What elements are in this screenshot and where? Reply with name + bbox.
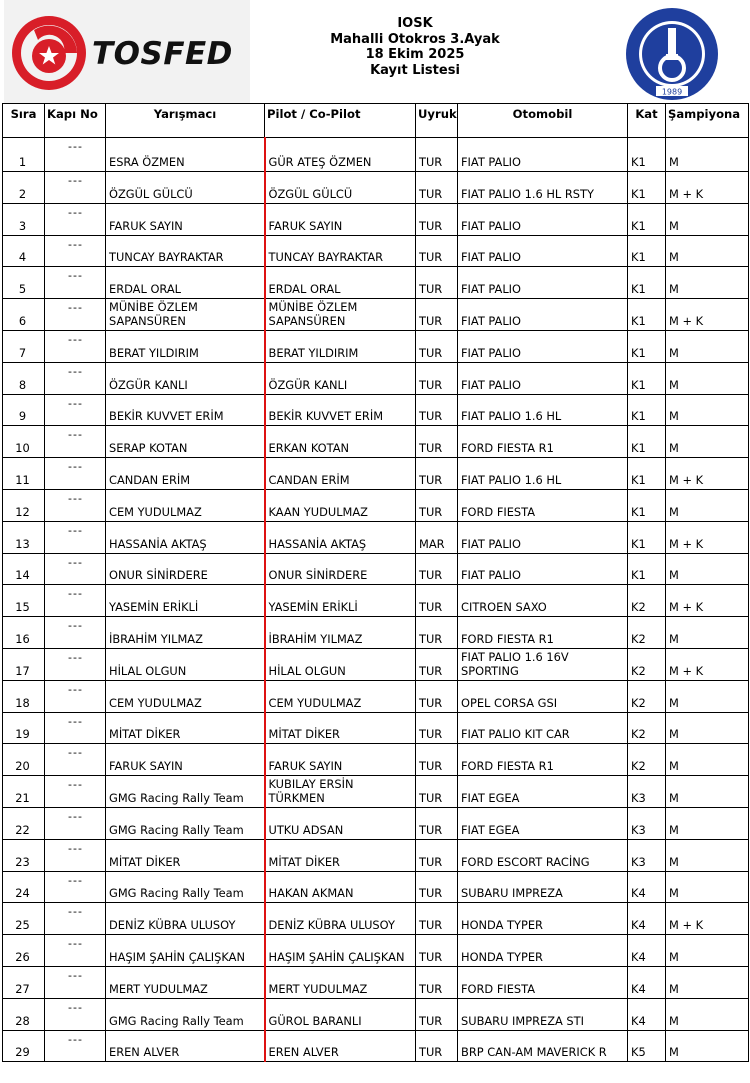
cell-yarismaci: FARUK SAYIN [106, 203, 265, 235]
cell-kat: K1 [628, 267, 666, 299]
cell-sira: 26 [3, 935, 45, 967]
cell-uyruk: TUR [416, 776, 458, 808]
cell-otomobil: FIAT PALIO [458, 553, 628, 585]
cell-otomobil: SUBARU IMPREZA [458, 871, 628, 903]
table-row [3, 839, 749, 871]
cell-sira: 11 [3, 458, 45, 490]
title-line-2: Mahalli Otokros 3.Ayak [330, 31, 500, 47]
table-row [3, 489, 749, 521]
cell-yarismaci: ERDAL ORAL [106, 267, 265, 299]
cell-otomobil: FIAT PALIO [458, 330, 628, 362]
cell-otomobil: FIAT PALIO [458, 299, 628, 331]
cell-sira: 7 [3, 330, 45, 362]
cell-pilot: HASSANİA AKTAŞ [265, 521, 416, 553]
cell-otomobil: OPEL CORSA GSI [458, 680, 628, 712]
cell-yarismaci: GMG Racing Rally Team [106, 776, 265, 808]
cell-sampiyona: M [666, 235, 749, 267]
cell-yarismaci: ÖZGÜL GÜLCÜ [106, 172, 265, 204]
cell-kat: K1 [628, 394, 666, 426]
cell-otomobil: FORD ESCORT RACİNG [458, 839, 628, 871]
cell-kat: K1 [628, 138, 666, 172]
cell-uyruk: TUR [416, 935, 458, 967]
cell-sampiyona: M + K [666, 172, 749, 204]
cell-yarismaci: MÜNİBE ÖZLEM SAPANSÜREN [106, 299, 265, 331]
cell-sampiyona: M + K [666, 903, 749, 935]
cell-sira: 6 [3, 299, 45, 331]
cell-sira: 12 [3, 489, 45, 521]
cell-yarismaci: YASEMİN ERİKLİ [106, 585, 265, 617]
cell-sampiyona: M [666, 871, 749, 903]
cell-sampiyona: M + K [666, 585, 749, 617]
table-row [3, 458, 749, 490]
cell-sampiyona: M + K [666, 648, 749, 680]
cell-kapi-no: --- [45, 172, 106, 204]
cell-pilot: ERKAN KOTAN [265, 426, 416, 458]
cell-kat: K2 [628, 617, 666, 649]
cell-uyruk: TUR [416, 585, 458, 617]
cell-kapi-no: --- [45, 648, 106, 680]
table-row [3, 871, 749, 903]
cell-otomobil: FIAT PALIO 1.6 HL RSTY [458, 172, 628, 204]
title-line-1: IOSK [397, 16, 433, 31]
cell-otomobil: FIAT PALIO 1.6 16V SPORTING [458, 648, 628, 680]
cell-uyruk: TUR [416, 489, 458, 521]
cell-uyruk: TUR [416, 330, 458, 362]
cell-kat: K4 [628, 998, 666, 1030]
cell-pilot: CANDAN ERİM [265, 458, 416, 490]
cell-kat: K1 [628, 553, 666, 585]
cell-kat: K3 [628, 807, 666, 839]
cell-sampiyona: M [666, 680, 749, 712]
cell-pilot: FARUK SAYIN [265, 203, 416, 235]
cell-sira: 21 [3, 776, 45, 808]
table-row [3, 680, 749, 712]
col-yarismaci: Yarışmacı [106, 104, 265, 138]
cell-pilot: BEKİR KUVVET ERİM [265, 394, 416, 426]
table-row [3, 172, 749, 204]
table-row [3, 426, 749, 458]
cell-pilot: MÜNİBE ÖZLEM SAPANSÜREN [265, 299, 416, 331]
cell-uyruk: TUR [416, 903, 458, 935]
cell-uyruk: TUR [416, 267, 458, 299]
cell-sira: 22 [3, 807, 45, 839]
cell-pilot: EREN ALVER [265, 1030, 416, 1062]
cell-kapi-no: --- [45, 585, 106, 617]
table-row [3, 235, 749, 267]
table-row [3, 903, 749, 935]
cell-kapi-no: --- [45, 489, 106, 521]
cell-yarismaci: CEM YUDULMAZ [106, 489, 265, 521]
cell-sira: 2 [3, 172, 45, 204]
col-uyruk: Uyruk [416, 104, 458, 138]
cell-sira: 10 [3, 426, 45, 458]
cell-sira: 3 [3, 203, 45, 235]
cell-otomobil: FORD FIESTA R1 [458, 617, 628, 649]
cell-sampiyona: M [666, 1030, 749, 1062]
table-row [3, 203, 749, 235]
cell-kapi-no: --- [45, 299, 106, 331]
cell-pilot: BERAT YILDIRIM [265, 330, 416, 362]
cell-yarismaci: ÖZGÜR KANLI [106, 362, 265, 394]
cell-otomobil: FIAT PALIO [458, 521, 628, 553]
cell-otomobil: FIAT PALIO 1.6 HL [458, 394, 628, 426]
cell-uyruk: TUR [416, 299, 458, 331]
cell-uyruk: TUR [416, 966, 458, 998]
cell-yarismaci: DENİZ KÜBRA ULUSOY [106, 903, 265, 935]
cell-pilot: HİLAL OLGUN [265, 648, 416, 680]
cell-pilot: KUBILAY ERSİN TÜRKMEN [265, 776, 416, 808]
cell-sira: 23 [3, 839, 45, 871]
cell-otomobil: FIAT PALIO [458, 362, 628, 394]
cell-pilot: YASEMİN ERİKLİ [265, 585, 416, 617]
cell-yarismaci: HAŞIM ŞAHİN ÇALIŞKAN [106, 935, 265, 967]
cell-uyruk: TUR [416, 172, 458, 204]
cell-kapi-no: --- [45, 330, 106, 362]
cell-sampiyona: M [666, 426, 749, 458]
cell-pilot: TUNCAY BAYRAKTAR [265, 235, 416, 267]
cell-sampiyona: M [666, 267, 749, 299]
cell-kapi-no: --- [45, 871, 106, 903]
table-row [3, 966, 749, 998]
cell-kat: K4 [628, 903, 666, 935]
cell-uyruk: TUR [416, 839, 458, 871]
cell-kat: K2 [628, 680, 666, 712]
cell-sira: 15 [3, 585, 45, 617]
cell-uyruk: TUR [416, 744, 458, 776]
col-sampiyona: Şampiyona [666, 104, 749, 138]
cell-uyruk: MAR [416, 521, 458, 553]
cell-otomobil: FIAT PALIO [458, 203, 628, 235]
cell-sampiyona: M [666, 617, 749, 649]
cell-otomobil: FORD FIESTA R1 [458, 744, 628, 776]
cell-kapi-no: --- [45, 807, 106, 839]
cell-yarismaci: CANDAN ERİM [106, 458, 265, 490]
cell-yarismaci: MİTAT DİKER [106, 839, 265, 871]
cell-kapi-no: --- [45, 458, 106, 490]
cell-yarismaci: FARUK SAYIN [106, 744, 265, 776]
document-header [0, 0, 750, 103]
cell-kapi-no: --- [45, 203, 106, 235]
cell-uyruk: TUR [416, 394, 458, 426]
cell-sira: 19 [3, 712, 45, 744]
cell-uyruk: TUR [416, 871, 458, 903]
cell-uyruk: TUR [416, 235, 458, 267]
cell-otomobil: FORD FIESTA [458, 489, 628, 521]
cell-kapi-no: --- [45, 1030, 106, 1062]
cell-yarismaci: MİTAT DİKER [106, 712, 265, 744]
cell-sampiyona: M [666, 489, 749, 521]
cell-sampiyona: M [666, 712, 749, 744]
cell-yarismaci: GMG Racing Rally Team [106, 871, 265, 903]
cell-kat: K1 [628, 235, 666, 267]
cell-sampiyona: M + K [666, 521, 749, 553]
cell-yarismaci: HİLAL OLGUN [106, 648, 265, 680]
table-row [3, 1030, 749, 1062]
cell-kat: K4 [628, 966, 666, 998]
cell-pilot: ONUR SİNİRDERE [265, 553, 416, 585]
cell-kat: K1 [628, 330, 666, 362]
table-row [3, 394, 749, 426]
cell-kat: K1 [628, 299, 666, 331]
cell-otomobil: FIAT EGEA [458, 776, 628, 808]
club-seal-icon [624, 6, 720, 102]
cell-otomobil: FIAT PALIO [458, 267, 628, 299]
cell-pilot: KAAN YUDULMAZ [265, 489, 416, 521]
cell-kapi-no: --- [45, 617, 106, 649]
cell-kapi-no: --- [45, 680, 106, 712]
title-line-3: 18 Ekim 2025 [365, 47, 465, 62]
cell-kapi-no: --- [45, 903, 106, 935]
cell-sampiyona: M [666, 553, 749, 585]
cell-sira: 18 [3, 680, 45, 712]
cell-yarismaci: MERT YUDULMAZ [106, 966, 265, 998]
cell-kapi-no: --- [45, 138, 106, 172]
cell-uyruk: TUR [416, 138, 458, 172]
cell-yarismaci: BERAT YILDIRIM [106, 330, 265, 362]
cell-kat: K1 [628, 458, 666, 490]
cell-otomobil: CITROEN SAXO [458, 585, 628, 617]
cell-sampiyona: M [666, 138, 749, 172]
table-row [3, 299, 749, 331]
cell-sampiyona: M + K [666, 299, 749, 331]
cell-otomobil: FORD FIESTA R1 [458, 426, 628, 458]
cell-otomobil: FIAT PALIO [458, 138, 628, 172]
cell-otomobil: HONDA TYPER [458, 903, 628, 935]
cell-otomobil: HONDA TYPER [458, 935, 628, 967]
cell-pilot: MERT YUDULMAZ [265, 966, 416, 998]
table-row [3, 807, 749, 839]
cell-pilot: MİTAT DİKER [265, 839, 416, 871]
cell-uyruk: TUR [416, 553, 458, 585]
table-row [3, 935, 749, 967]
cell-pilot: GÜROL BARANLI [265, 998, 416, 1030]
cell-pilot: İBRAHİM YILMAZ [265, 617, 416, 649]
cell-sira: 4 [3, 235, 45, 267]
table-row [3, 776, 749, 808]
table-row [3, 267, 749, 299]
cell-uyruk: TUR [416, 648, 458, 680]
cell-yarismaci: SERAP KOTAN [106, 426, 265, 458]
cell-kapi-no: --- [45, 712, 106, 744]
cell-kapi-no: --- [45, 521, 106, 553]
club-year: 1989 [661, 87, 683, 97]
cell-yarismaci: HASSANİA AKTAŞ [106, 521, 265, 553]
cell-uyruk: TUR [416, 426, 458, 458]
cell-otomobil: FIAT PALIO [458, 235, 628, 267]
cell-yarismaci: TUNCAY BAYRAKTAR [106, 235, 265, 267]
cell-sira: 8 [3, 362, 45, 394]
cell-kat: K1 [628, 203, 666, 235]
cell-uyruk: TUR [416, 680, 458, 712]
tosfed-emblem-icon [4, 0, 94, 103]
cell-kapi-no: --- [45, 744, 106, 776]
cell-sira: 27 [3, 966, 45, 998]
cell-pilot: ERDAL ORAL [265, 267, 416, 299]
cell-yarismaci: ESRA ÖZMEN [106, 138, 265, 172]
cell-pilot: FARUK SAYIN [265, 744, 416, 776]
cell-otomobil: FIAT EGEA [458, 807, 628, 839]
cell-kat: K5 [628, 1030, 666, 1062]
table-row [3, 362, 749, 394]
cell-yarismaci: CEM YUDULMAZ [106, 680, 265, 712]
cell-sira: 25 [3, 903, 45, 935]
title-line-4: Kayıt Listesi [370, 62, 460, 78]
cell-pilot: MİTAT DİKER [265, 712, 416, 744]
table-row [3, 998, 749, 1030]
col-sira: Sıra [3, 104, 45, 138]
table-row [3, 617, 749, 649]
cell-sira: 28 [3, 998, 45, 1030]
table-row [3, 585, 749, 617]
cell-kat: K1 [628, 426, 666, 458]
cell-sira: 24 [3, 871, 45, 903]
table-row [3, 138, 749, 172]
cell-kapi-no: --- [45, 935, 106, 967]
cell-sira: 1 [3, 138, 45, 172]
cell-uyruk: TUR [416, 458, 458, 490]
cell-kapi-no: --- [45, 776, 106, 808]
cell-yarismaci: İBRAHİM YILMAZ [106, 617, 265, 649]
cell-kat: K2 [628, 585, 666, 617]
cell-kat: K2 [628, 712, 666, 744]
cell-sampiyona: M [666, 744, 749, 776]
cell-kat: K2 [628, 744, 666, 776]
col-otomobil: Otomobil [458, 104, 628, 138]
cell-sampiyona: M [666, 203, 749, 235]
cell-uyruk: TUR [416, 617, 458, 649]
cell-kat: K2 [628, 648, 666, 680]
cell-uyruk: TUR [416, 203, 458, 235]
cell-pilot: ÖZGÜR KANLI [265, 362, 416, 394]
cell-sira: 9 [3, 394, 45, 426]
cell-sampiyona: M [666, 776, 749, 808]
cell-kat: K4 [628, 935, 666, 967]
col-pilot: Pilot / Co-Pilot [265, 104, 416, 138]
cell-uyruk: TUR [416, 998, 458, 1030]
cell-otomobil: SUBARU IMPREZA STI [458, 998, 628, 1030]
table-header-row [3, 104, 749, 138]
tosfed-wordmark: TOSFED [92, 36, 233, 72]
cell-pilot: DENİZ KÜBRA ULUSOY [265, 903, 416, 935]
col-kat: Kat [628, 104, 666, 138]
cell-sampiyona: M + K [666, 458, 749, 490]
cell-sampiyona: M [666, 966, 749, 998]
cell-sampiyona: M [666, 807, 749, 839]
cell-uyruk: TUR [416, 807, 458, 839]
cell-pilot: ÖZGÜL GÜLCÜ [265, 172, 416, 204]
cell-kapi-no: --- [45, 362, 106, 394]
cell-uyruk: TUR [416, 1030, 458, 1062]
cell-kat: K1 [628, 489, 666, 521]
cell-kapi-no: --- [45, 235, 106, 267]
cell-otomobil: FIAT PALIO 1.6 HL [458, 458, 628, 490]
cell-otomobil: FORD FIESTA [458, 966, 628, 998]
tosfed-logo [4, 0, 250, 103]
cell-kat: K1 [628, 362, 666, 394]
cell-kapi-no: --- [45, 998, 106, 1030]
cell-pilot: HAKAN AKMAN [265, 871, 416, 903]
table-row [3, 330, 749, 362]
cell-sampiyona: M [666, 362, 749, 394]
cell-kapi-no: --- [45, 553, 106, 585]
cell-pilot: CEM YUDULMAZ [265, 680, 416, 712]
cell-kapi-no: --- [45, 839, 106, 871]
cell-pilot: HAŞIM ŞAHİN ÇALIŞKAN [265, 935, 416, 967]
cell-kapi-no: --- [45, 426, 106, 458]
table-row [3, 744, 749, 776]
cell-sira: 17 [3, 648, 45, 680]
cell-sampiyona: M [666, 935, 749, 967]
cell-sira: 14 [3, 553, 45, 585]
cell-sira: 16 [3, 617, 45, 649]
cell-yarismaci: EREN ALVER [106, 1030, 265, 1062]
cell-kat: K1 [628, 172, 666, 204]
cell-yarismaci: GMG Racing Rally Team [106, 998, 265, 1030]
cell-sira: 13 [3, 521, 45, 553]
cell-uyruk: TUR [416, 712, 458, 744]
cell-kat: K4 [628, 871, 666, 903]
table-row [3, 553, 749, 585]
cell-uyruk: TUR [416, 362, 458, 394]
cell-kat: K1 [628, 521, 666, 553]
cell-kapi-no: --- [45, 966, 106, 998]
cell-pilot: GÜR ATEŞ ÖZMEN [265, 138, 416, 172]
cell-sira: 29 [3, 1030, 45, 1062]
registration-table [2, 103, 749, 1062]
cell-kapi-no: --- [45, 394, 106, 426]
cell-sira: 20 [3, 744, 45, 776]
cell-yarismaci: BEKİR KUVVET ERİM [106, 394, 265, 426]
cell-sampiyona: M [666, 330, 749, 362]
table-row [3, 521, 749, 553]
cell-pilot: UTKU ADSAN [265, 807, 416, 839]
cell-kat: K3 [628, 839, 666, 871]
title-block [290, 16, 540, 78]
cell-otomobil: FIAT PALIO KIT CAR [458, 712, 628, 744]
table-row [3, 712, 749, 744]
cell-yarismaci: ONUR SİNİRDERE [106, 553, 265, 585]
cell-sampiyona: M [666, 839, 749, 871]
club-emblem [624, 6, 720, 102]
cell-kapi-no: --- [45, 267, 106, 299]
cell-kat: K3 [628, 776, 666, 808]
cell-otomobil: BRP CAN-AM MAVERICK R [458, 1030, 628, 1062]
cell-yarismaci: GMG Racing Rally Team [106, 807, 265, 839]
cell-sira: 5 [3, 267, 45, 299]
col-kapi-no: Kapı No [45, 104, 106, 138]
table-row [3, 648, 749, 680]
cell-sampiyona: M [666, 394, 749, 426]
cell-sampiyona: M [666, 998, 749, 1030]
